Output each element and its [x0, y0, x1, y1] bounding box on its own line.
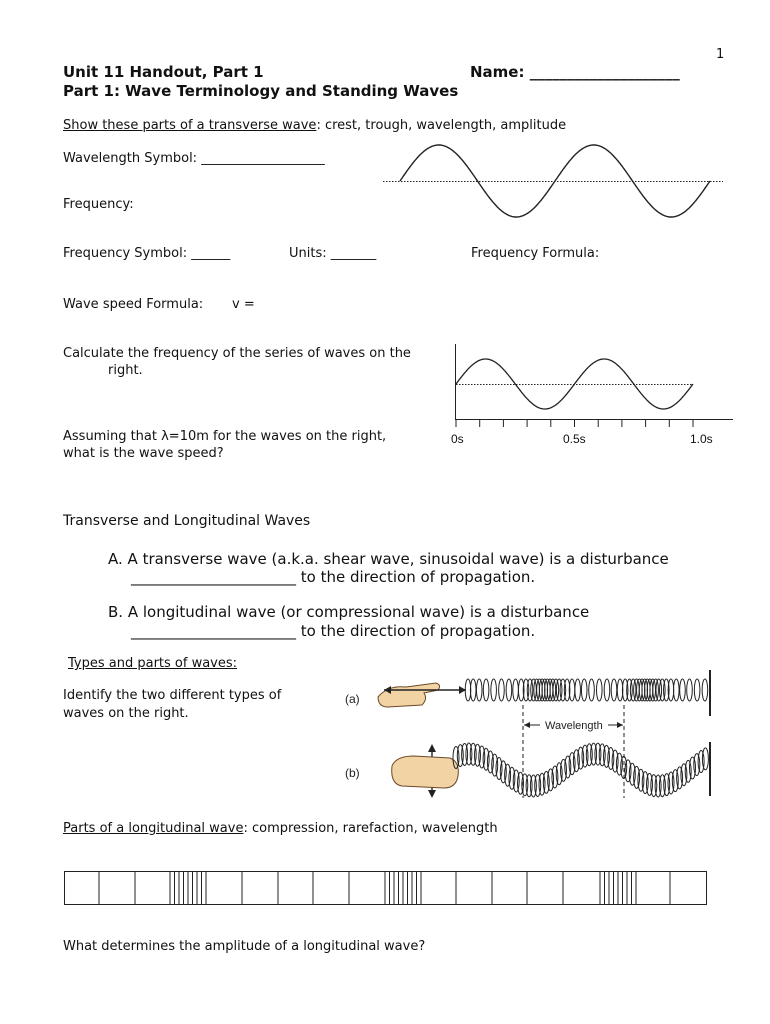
wave-speed-v-eq: v = [232, 297, 255, 312]
frequency-label: Frequency: [63, 197, 134, 212]
handout-title: Unit 11 Handout, Part 1 [63, 63, 264, 81]
frequency-symbol-field[interactable]: Frequency Symbol: ______ [63, 246, 231, 261]
units-field[interactable]: Units: _______ [289, 246, 377, 261]
calc-frequency-question-line2: right. [108, 363, 143, 378]
wave-speed-formula-label: Wave speed Formula: [63, 297, 204, 312]
longitudinal-prompt-underlined: Parts of a longitudinal wave [63, 821, 244, 836]
item-a-line1: A. A transverse wave (a.k.a. shear wave, sinusoidal wave) is a disturbance [108, 550, 669, 568]
identify-question-line1: Identify the two different types of [63, 688, 282, 703]
wavelength-symbol-field[interactable]: Wavelength Symbol: ___________________ [63, 151, 325, 166]
name-field[interactable]: Name: ____________________ [470, 63, 680, 81]
page-number: 1 [716, 47, 725, 62]
transverse-prompt-underlined: Show these parts of a transverse wave [63, 118, 317, 133]
longitudinal-prompt-rest: : compression, rarefaction, wavelength [243, 821, 498, 836]
identify-question-line2: waves on the right. [63, 706, 189, 721]
wave-speed-question-line1: Assuming that λ=10m for the waves on the right, [63, 429, 387, 444]
section-heading-transverse-longitudinal: Transverse and Longitudinal Waves [63, 513, 311, 529]
fig-label-b: (b) [345, 766, 360, 780]
item-a-blank[interactable]: ______________________ to the direction of propagation. [131, 568, 536, 586]
wavelength-label: Wavelength [545, 720, 603, 732]
item-b-blank[interactable]: ______________________ to the direction of propagation. [131, 622, 536, 640]
fig-label-a: (a) [345, 692, 360, 706]
types-heading: Types and parts of waves: [68, 656, 238, 671]
tick-label-0s: 0s [451, 432, 464, 446]
frequency-formula-label: Frequency Formula: [471, 246, 600, 261]
tick-label-1-0s: 1.0s [690, 432, 713, 446]
transverse-prompt-rest: : crest, trough, wavelength, amplitude [316, 118, 567, 133]
item-b-line1: B. A longitudinal wave (or compressional wave) is a disturbance [108, 603, 590, 621]
part-subtitle: Part 1: Wave Terminology and Standing Waves [63, 82, 459, 100]
tick-label-0-5s: 0.5s [563, 432, 586, 446]
compression-rarefaction-lines [99, 872, 670, 904]
amplitude-question: What determines the amplitude of a longitudinal wave? [63, 939, 426, 954]
wave-speed-question-line2: what is the wave speed? [63, 446, 224, 461]
calc-frequency-question-line1: Calculate the frequency of the series of waves on the [63, 346, 411, 361]
